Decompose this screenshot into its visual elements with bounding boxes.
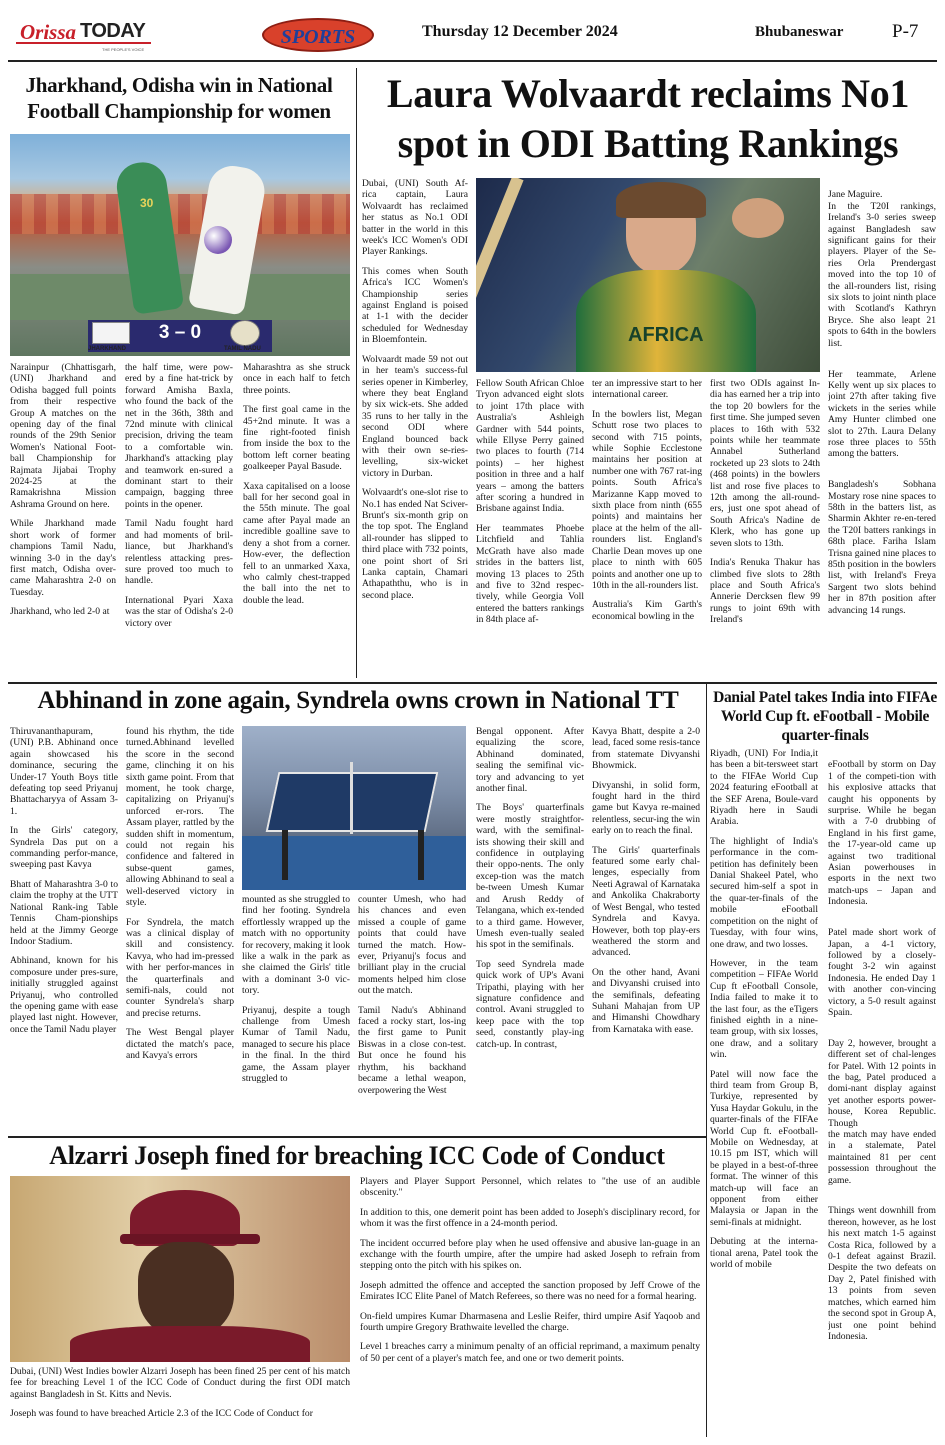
paragraph: eFootball by storm on Day 1 of the competi-tion with his explosive attacks that caught his opponents by surprise. While he began with a 7-0 drubbing of England in his first game, the 17-year-old came up against two traditional Asian powerhouses in esports in the next two match-ups – Japan and Indonesia. xyxy=(828,759,936,908)
tt-col-4 xyxy=(358,894,466,1134)
paragraph: Joseph admitted the offence and accepted the sanction proposed by Jeff Crowe of the Emirates ICC Elite Panel of Match Referees, so there was no need for a formal hearing. xyxy=(360,1279,700,1303)
paragraph: Bangladesh's Sobhana Mostary rose nine spaces to 58th in the batters list, as Sharmin Akhter re-en-tered the T20I batters rankings in 68th place. Fariha Islam Trisna gained nine places to 85th position in the bowlers list, with Ireland's Freya Sargent two slots behind her in 87th position after advancing 14 rungs. xyxy=(828,479,936,616)
page-number: P-7 xyxy=(892,21,919,42)
paragraph: On the other hand, Avani and Divyanshi cruised into the semifinals, defeating Suhani Mahajan from UP and Himanshi Chowdhary from Karnataka with ease. xyxy=(592,966,700,1035)
paragraph: Xaxa capitalised on a loose ball for her second goal in the 55th minute. The goal came after Payal made an incredible goalline save to deny a shot from a corner. How-ever, the deflection fell to an unmarked Xaxa, who calmly chest-trapped the ball into the net to double the lead. xyxy=(243,480,350,606)
paragraph: Australia's Kim Garth's economical bowling in the xyxy=(592,599,702,622)
paragraph: Players and Player Support Personnel, which relates to "the use of an audible obscenity." xyxy=(360,1176,700,1199)
paragraph: Divyanshi, in solid form, fought hard in the third game but Kavya re-mained relentless, secur-ing the win early on to reach the final. xyxy=(592,779,700,837)
wolvaardt-photo xyxy=(476,178,820,372)
paragraph: India's Renuka Thakur has climbed five slots to 28th place and South Africa's Annerie Dercksen flew 99 rungs to joint 69th with Ireland's xyxy=(710,557,820,626)
paragraph: Narainpur (Chhattisgarh, (UNI) Jharkhand and Odisha bagged full points from their respective Group A matches on the opening day of the final rounds of the 29th Senior Women's National Foot-ball Championship for Rajmata Jijabai Trophy 2024-25 at the Ramakrishna Mission Ashrama Ground on here. xyxy=(10,362,116,510)
paragraph: the half time, were pow-ered by a fine hat-trick by forward Amisha Baxla, who found the back of the net in the 36th, 38th and 72nd minute with clinical precision, driving the team to a comfortable win. Jharkhand's attacking play and teamwork en-sured a dominant start to their campaign, bagging three points in the opener. xyxy=(125,362,233,510)
football-photo xyxy=(10,134,350,356)
paragraph: The West Bengal player dictated the match's pace, and Kavya's errors xyxy=(126,1027,234,1061)
wolvaardt-col-4 xyxy=(710,378,820,678)
tt-photo xyxy=(242,726,466,890)
football-col-3 xyxy=(243,362,350,678)
masthead-rule xyxy=(8,60,937,62)
paragraph: In the bowlers list, Megan Schutt rose two places to second with 715 points, while Sophie Ecclestone maintains her position at number one with 767 rat-ing points. South Africa's Marizanne Kapp moved to sixth place from ninth (655 points) and maintains her place at the helm of the all-rounders list. England's Charlie Dean moves up one place to ninth with 605 points and another one up to 10th in the all-rounders list. xyxy=(592,408,702,591)
paragraph: The Boys' quarterfinals were mostly straightfor-ward, with the semifinal-ists showing their skill and confidence in outplaying their oppo-nents. The only excep-tion was the match be-tween Umesh Kumar and Arush Reddy of Telangana, which ex-tended to a third game. However, Umesh even-tually sealed his spot in the semifinals. xyxy=(476,802,584,951)
football-col-2 xyxy=(125,362,233,678)
wolvaardt-col-3 xyxy=(592,378,702,678)
team-left: JHARKHAND xyxy=(88,346,127,352)
paragraph: While Jharkhand made short work of former champions Tamil Nadu, winning 3-0 in the day's first match, Odisha over-came Maharashtra 2-0 on Tuesday. xyxy=(10,518,116,598)
paragraph: On-field umpires Kumar Dharmasena and Leslie Reifer, third umpire Asif Yaqoob and fourth umpire Gregory Brathwaite levelled the charge. xyxy=(360,1310,700,1334)
section-rule xyxy=(8,1136,706,1138)
paragraph: Debuting at the interna-tional arena, Patel took the world of mobile xyxy=(710,1236,818,1271)
paragraph: The Girls' quarterfinals featured some early chal-lenges, especially from Neeti Agrawal of Karnataka and Ankolika Chakraborty of West Bengal, who tested Syndrela and Kavya. However, both top play-ers weathered the storm and advanced. xyxy=(592,844,700,959)
paragraph: Jane Maguire. In the T20I rankings, Ireland's 3-0 series sweep against Bangladesh saw significant gains for their players. Player of the Se-ries Orla Prendergast moved into the top 10 of the all-rounders list, rising six slots to joint ninth place with Scotland's Kathryn Bryce. She also leapt 21 spots to 64th in the bowlers list. xyxy=(828,189,936,349)
joseph-headline: Alzarri Joseph fined for breaching ICC Code of Conduct xyxy=(49,1141,665,1170)
paragraph: Level 1 breaches carry a minimum penalty of an official reprimand, a maximum penalty of 50 per cent of a player's match fee, and one or two demerit points. xyxy=(360,1341,700,1364)
team-right: TAMIL NADU xyxy=(224,346,261,352)
paragraph: Maharashtra as she struck once in each half to fetch three points. xyxy=(243,362,350,396)
football-col-1 xyxy=(10,362,116,678)
logo xyxy=(16,18,154,52)
paragraph: Kavya Bhatt, despite a 2-0 lead, faced some resis-tance from statemate Divyanshi Bhowmick. xyxy=(592,726,700,772)
paragraph: Her teammate, Arlene Kelly went up six places to joint 27th after taking five wickets in the series while Amy Hunter climbed one slot to 27th. Laura Delany rose three places to 55th among the batters. xyxy=(828,368,936,460)
paragraph: Dubai, (UNI) South Af-rica captain, Laura Wolvaardt has reclaimed her status as No.1 ODI batter in the world in this week's ICC Women's ODI Player Rankings. xyxy=(362,178,468,258)
paragraph: Day 2, however, brought a different set of chal-lenges for Patel. With 12 points in the bag, Patel produced a domi-nant display against yet another esports power-house, Korea Republic. Though the match may have ended in a stalemate, Patel maintained 81 per cent possession throughout the game. xyxy=(828,1037,936,1186)
paragraph: Tamil Nadu fought hard and had moments of bril-liance, but Jharkhand's relentless attacking pres-sure proved too much to handle. xyxy=(125,518,233,587)
masthead xyxy=(8,12,937,56)
paragraph: The first goal came in the 45+2nd minute. It was a fine right-footed finish from inside the box to the bottom left corner beating goalkeeper Payal Basude. xyxy=(243,404,350,473)
wolvaardt-col-2 xyxy=(476,378,584,678)
wolvaardt-headline-1: Laura Wolvaardt reclaims No1 xyxy=(386,71,910,116)
section-badge xyxy=(262,18,374,52)
paragraph: Patel made short work of Japan, a 4-1 victory, followed by a closely-fought 3-2 win against Indonesia. He ended Day 1 with another con-vincing victory, a 5-0 result against Spain. xyxy=(828,927,936,1018)
paragraph: Priyanuj, despite a tough challenge from Umesh Kumar of Tamil Nadu, managed to secure his place in the final. In the third game, the Assam player struggled to xyxy=(242,1004,350,1085)
jersey-text: AFRICA xyxy=(628,324,704,346)
logo-today: TODAY xyxy=(80,20,146,42)
tt-col-5 xyxy=(476,726,584,1134)
section-label: SPORTS xyxy=(280,26,356,48)
paragraph: first two ODIs against In-dia has earned her a trip into the top 20 bowlers for the first time. She jumped seven places to 16th with 532 points while her teammate Annabel Sutherland rocketed up 23 slots to 24th (468 points) in the bowlers list and rose five places to 12th among the all-round-ers, just one spot ahead of South Africa's Nadine de Klerk, who has gone up seven slots to 13th. xyxy=(710,378,820,549)
tt-col-2 xyxy=(126,726,234,1134)
wolvaardt-col-5 xyxy=(828,178,936,678)
paragraph: found his rhythm, the tide turned.Abhinand levelled the score in the second game, clinching it on his sixth game point. From that moment, he took charge, capitalizing on Priyanuj's unforced er-rors. The Assam player, rattled by the sudden shift in momentum, could not regain his confidence and faltered in subse-quent games, allowing Abhinand to seal a well-deserved victory in style. xyxy=(126,726,234,909)
issue-date: Thursday 12 December 2024 xyxy=(422,23,618,40)
edition-city: Bhubaneswar xyxy=(755,24,844,40)
paragraph: Dubai, (UNI) West Indies bowler Alzarri Joseph has been fined 25 per cent of his match fee for breaching Level 1 of the ICC Code of Conduct during the first ODI match against Bangladesh in St. Kitts and Nevis. xyxy=(10,1366,350,1400)
paragraph: Wolvaardt made 59 not out in her team's success-ful series opener in Kimberley, where they beat England by six wick-ets. She added 35 runs to her tally in the second ODI where England bounced back with their own se-ries-levelling, six-wicket victory in Durban. xyxy=(362,353,468,479)
paragraph: Bhatt of Maharashtra 3-0 to claim the trophy at the UTT National Rank-ing Table Tennis Cham-pionships held at the Jimmy George Indoor Stadium. xyxy=(10,878,118,947)
column-rule xyxy=(356,68,357,678)
paragraph: Wolvaardt's one-slot rise to No.1 has ended Nat Sciver-Brunt's six-month grip on the top spot. The England all-rounder has slipped to third place with 732 points, one point short of Sri Lanka captain, Chamari Athapaththu, who is in second place. xyxy=(362,487,468,601)
joseph-left-text xyxy=(10,1366,350,1438)
paragraph: Abhinand, known for his composure under pres-sure, initially struggled against Priyanuj, who controlled the opening game with ease played last night. However, once the Tamil Nadu player xyxy=(10,955,118,1035)
wolvaardt-headline-2: spot in ODI Batting Rankings xyxy=(397,121,899,166)
danial-col-2 xyxy=(828,748,936,1438)
paragraph: Thiruvananthapuram, (UNI) P.B. Abhinand once again showcased his dominance, securing the Under-17 Youth Boys title defeating top seed Priyanuj Bhattacharyya of Assam 3-1. xyxy=(10,726,118,817)
paragraph: Patel will now face the third team from Group B, Turkiye, represented by Yusa Haydar Gokulu, in the quarter-finals of the FIFAe World Cup ft. eFootball-Mobile on Wednesday, at 10.15 pm IST, which will be played in a best-of-three format. The winner of this match-up will face an opponent from either Malaysia or Japan in the semi-finals at midnight. xyxy=(710,1068,818,1228)
wolvaardt-col-1 xyxy=(362,178,468,678)
paragraph: In addition to this, one demerit point has been added to Joseph's disciplinary record, for whom it was the first offence in a 24-month period. xyxy=(360,1206,700,1230)
joseph-right-text xyxy=(360,1176,700,1438)
paragraph: Bengal opponent. After equalizing the score, Abhinand dominated, sealing the semifinal vic-tory and advancing to yet another final. xyxy=(476,726,584,795)
tamil-nadu-crest-icon xyxy=(230,320,260,346)
football-headline: Jharkhand, Odisha win in National Football Championship for women xyxy=(25,73,333,123)
paragraph: Things went downhill from thereon, however, as he lost his next match 1-5 against Costa Rica, followed by a 0-1 defeat against Brazil. Despite the two defeats on Day 2, Patel finished with 13 points from seven matches, which earned him the second spot in Group A, just one point behind Indonesia. xyxy=(828,1205,936,1342)
paragraph: International Pyari Xaxa was the star of Odisha's 2-0 victory over xyxy=(125,594,233,629)
score: 3 – 0 xyxy=(158,322,202,343)
tt-col-1 xyxy=(10,726,118,1134)
logo-orissa: Orissa xyxy=(20,20,77,44)
paragraph: Fellow South African Chloe Tryon advanced eight slots to joint 17th place with Australia's Ashleigh Gardner with 544 points, while Ellyse Perry gained two places to fourth (714 points) – her highest position in three and a half years – among the batters after scoring a hundred in Brisbane against India. xyxy=(476,378,584,515)
paragraph: For Syndrela, the match was a clinical display of skill and consistency. Kavya, who had im-pressed with her perfor-mances in the quarterfinals and semifi-nals, could not counter Syndrela's sharp and precise returns. xyxy=(126,916,234,1019)
tt-col-3 xyxy=(242,894,350,1134)
paragraph: Jharkhand, who led 2-0 at xyxy=(10,606,110,618)
paragraph: ter an impressive start to her international career. xyxy=(592,378,702,401)
jharkhand-crest-icon xyxy=(92,322,130,344)
paragraph: The highlight of India's performance in the com-petition has definitely been Danial Shakeel Patel, who secured him-self a spot in the quar-ter-finals of the mobile eFootball competition on the night of Tuesday, with four wins, one draw, and two losses. xyxy=(710,835,818,950)
logo-tagline: THE PEOPLE'S VOICE xyxy=(102,47,145,52)
paragraph: Her teammates Phoebe Litchfield and Tahlia McGrath have also made strides in the batters list, moving 13 places to 25th and five to 32nd respec-tively, while Georgia Voll entered the batters rankings in 84th place af- xyxy=(476,522,584,626)
paragraph: The incident occurred before play when he used offensive and abusive lan-guage in an exchange with the fourth umpire, after the umpire had asked Joseph to refrain from stepping onto the pitch with his spikes on. xyxy=(360,1237,700,1272)
danial-col-1 xyxy=(710,748,818,1438)
paragraph: However, in the team competition – FIFAe World Cup ft eFootball Console, India failed to make it to the last four, as the eTigers finished eighth in a nine-team group, with six losses, one draw, and a solitary win. xyxy=(710,957,818,1061)
column-rule xyxy=(706,684,707,1437)
section-rule xyxy=(8,682,937,684)
paragraph: Tamil Nadu's Abhinand faced a rocky start, los-ing the first game to Punit Biswas in a close con-test. But once he found his rhythm, his backhand became a lethal weapon, overpowering the West xyxy=(358,1004,466,1096)
paragraph: Joseph was found to have breached Article 2.3 of the ICC Code of Conduct for xyxy=(10,1408,313,1420)
paragraph: counter Umesh, who had his chances and even missed a couple of game points that could have turned the match. How-ever, Priyanuj's focus and brilliant play in the crucial moments helped him close out the match. xyxy=(358,894,466,997)
danial-headline: Danial Patel takes India into FIFAe World Cup ft. eFootball - Mobile quarter-finals xyxy=(713,689,937,744)
tt-col-6 xyxy=(592,726,700,1134)
paragraph: Top seed Syndrela made quick work of UP's Avani Tripathi, playing with her signature confidence and control. Avani struggled to keep pace with the top seed, constantly play-ing catch-up. In contrast, xyxy=(476,958,584,1050)
paragraph: This comes when South Africa's ICC Women's Championship series against England is poised at 1-1 with the decider scheduled for Wednesday in Bloemfontein. xyxy=(362,265,468,346)
jersey-number: 30 xyxy=(140,196,154,210)
joseph-photo xyxy=(10,1176,350,1362)
tt-headline: Abhinand in zone again, Syndrela owns crown in National TT xyxy=(37,687,679,714)
paragraph: In the Girls' category, Syndrela Das put on a commanding perfor-mance, sweeping past Kavya xyxy=(10,825,118,871)
paragraph: mounted as she struggled to find her footing. Syndrela effortlessly wrapped up the match with no opportunity for recovery, making it look like a walk in the park as she claimed the Girls' title with a dominant 3-0 vic-tory. xyxy=(242,894,350,997)
paragraph: Riyadh, (UNI) For India,it has been a bit-tersweet start to the FIFAe World Cup 2024 featuring eFootball at the SEF Arena, Boule-vard Riyadh here in Saudi Arabia. xyxy=(710,748,818,828)
